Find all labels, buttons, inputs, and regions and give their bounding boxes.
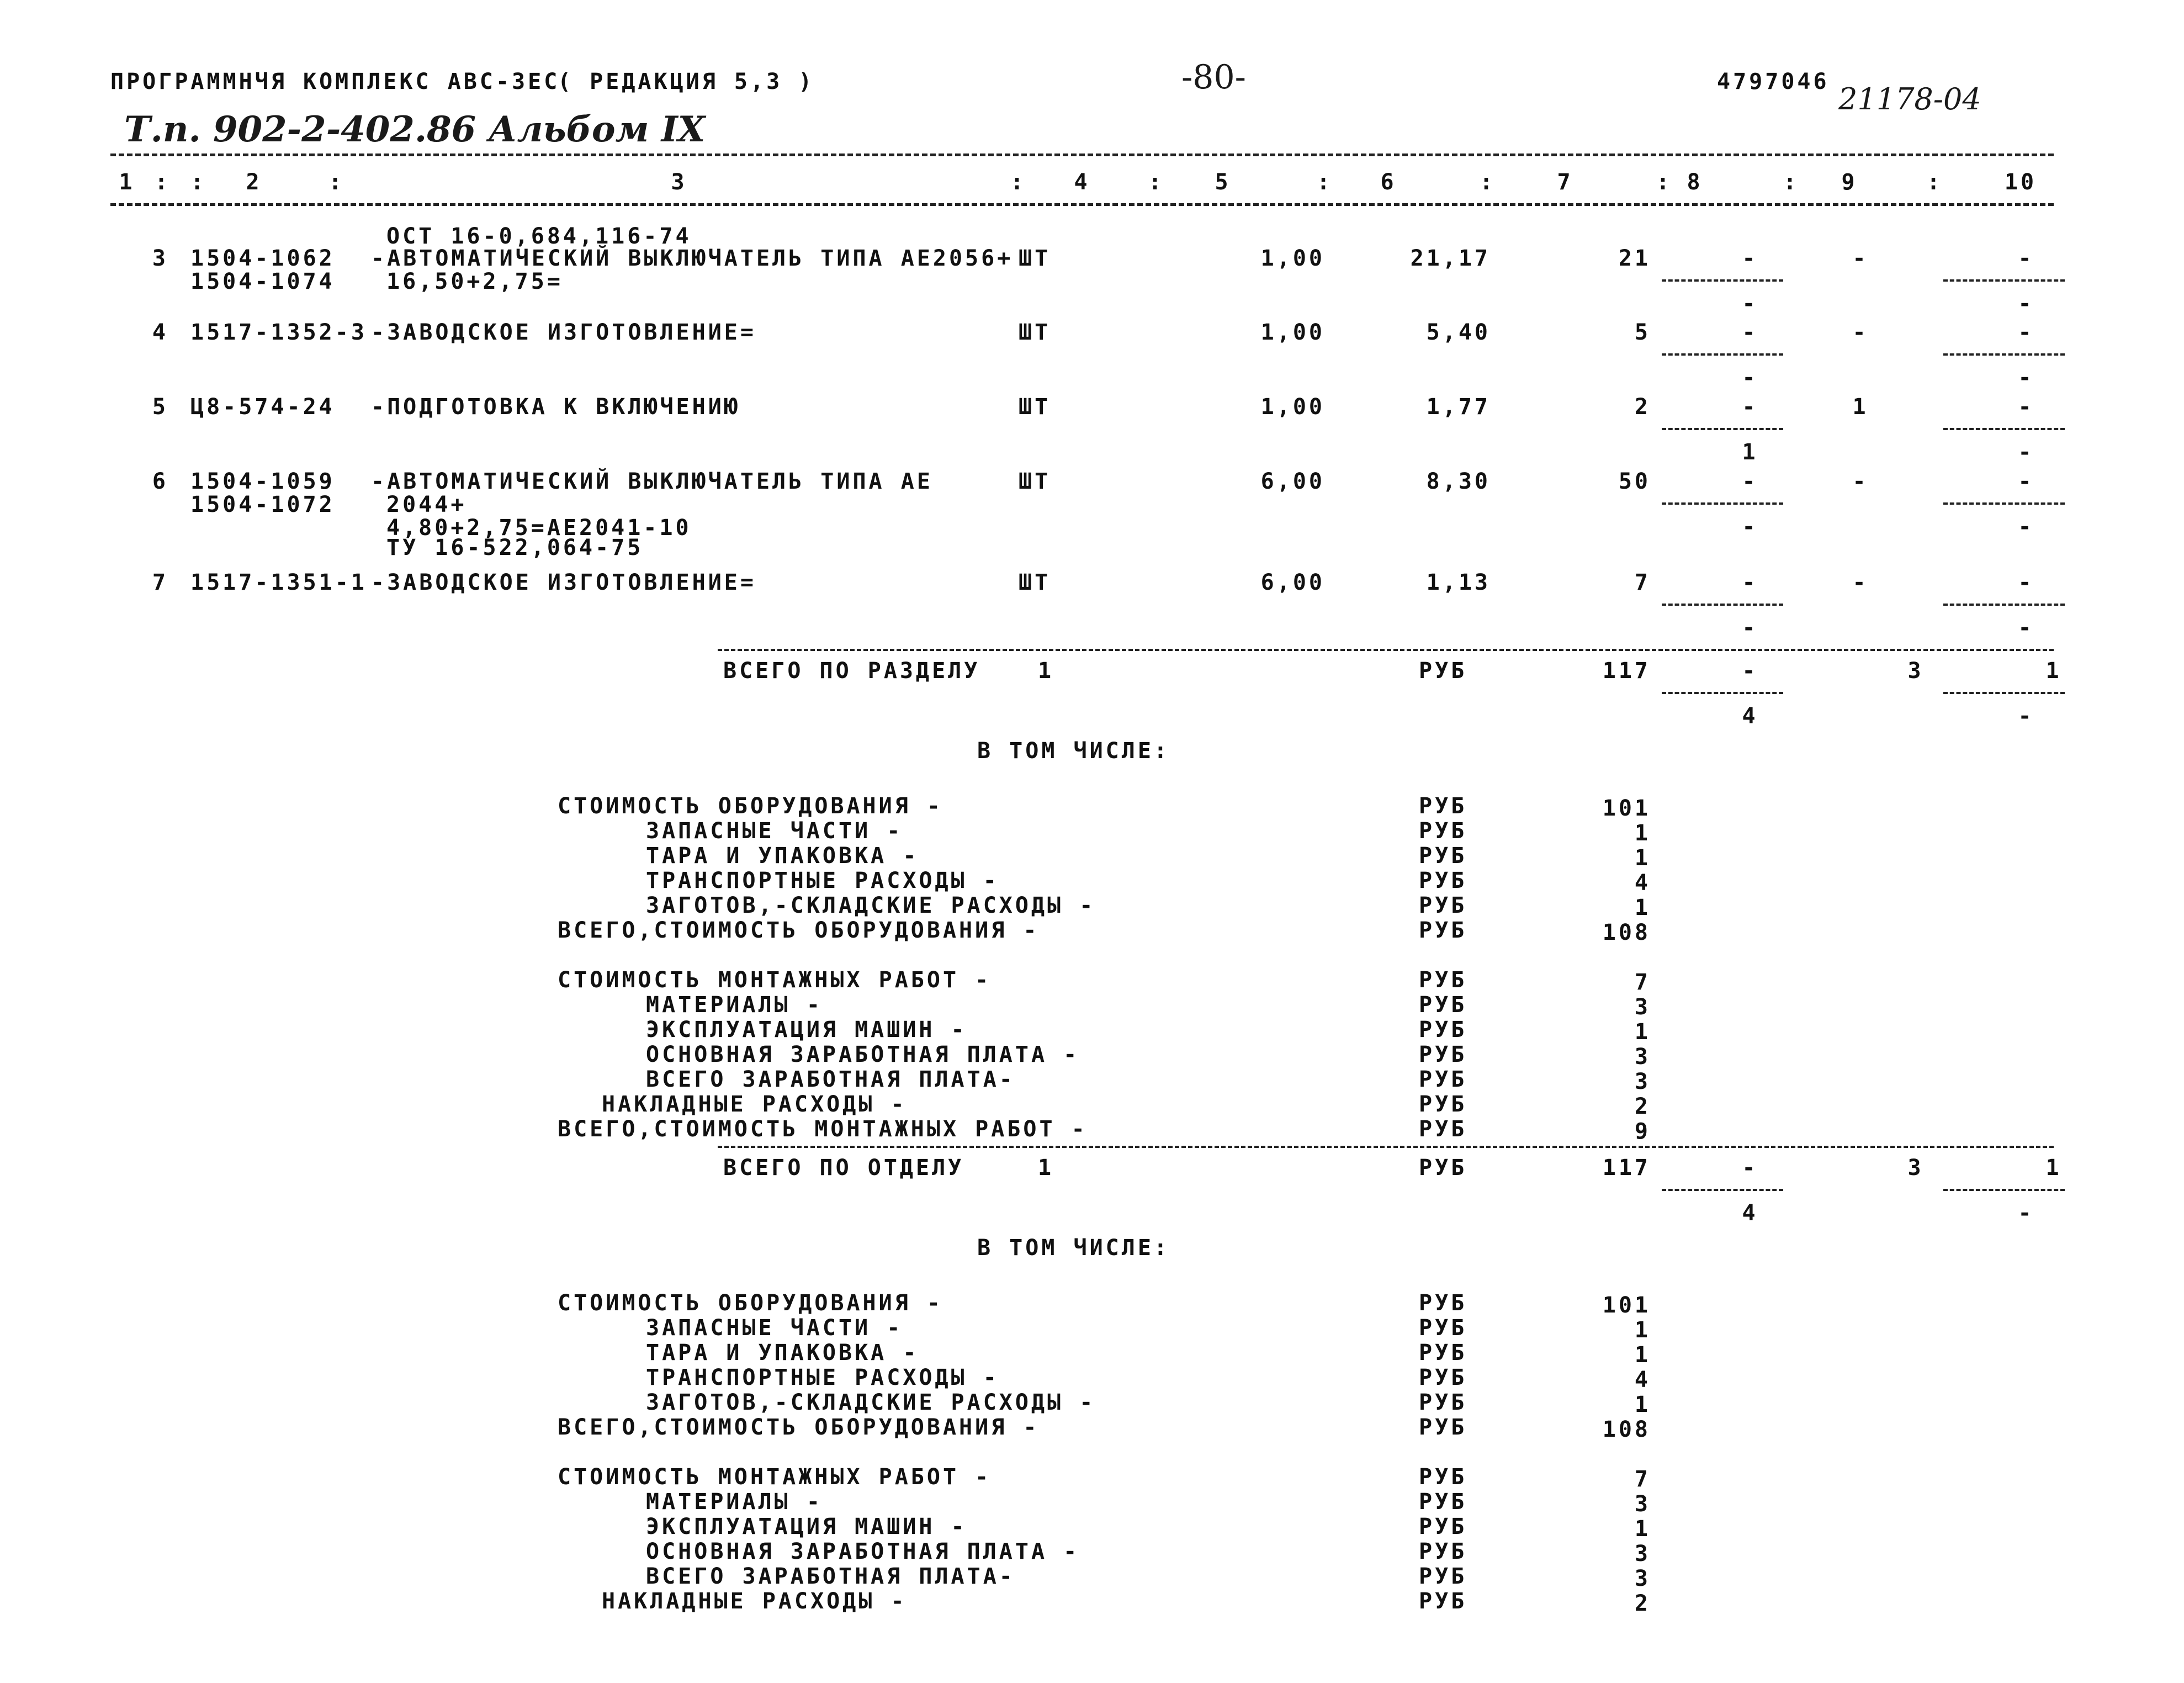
item-code-alt: 1504-1074 — [190, 269, 335, 294]
summary-line-label: ВСЕГО ЗАРАБОТНАЯ ПЛАТА- — [646, 1067, 1015, 1092]
summary-line-unit: РУБ — [1419, 1415, 1467, 1440]
item-description: -ПОДГОТОВКА К ВКЛЮЧЕНИЮ — [371, 394, 740, 420]
row-number: 3 — [152, 246, 168, 271]
item-description-line2: 2044+ — [386, 492, 467, 517]
column-separator: : — [1927, 170, 1943, 195]
summary-line-unit: РУБ — [1419, 1514, 1467, 1539]
section-sum: 117 — [1602, 1155, 1651, 1181]
summary-line-label: НАКЛАДНЫЕ РАСХОДЫ - — [602, 1092, 907, 1117]
section-total-label: ВСЕГО ПО ОТДЕЛУ — [723, 1155, 964, 1181]
summary-line-label: ТАРА И УПАКОВКА - — [646, 843, 919, 869]
col10-bottom: - — [2018, 514, 2034, 539]
handwritten-code: 21178-04 — [1838, 82, 1981, 117]
section-col10-bottom: - — [2018, 703, 2034, 729]
col10-divider — [1943, 428, 2065, 430]
section-col8-divider — [1662, 1189, 1783, 1191]
summary-line-value: 2 — [1634, 1094, 1651, 1119]
summary-line-label: СТОИМОСТЬ МОНТАЖНЫХ РАБОТ - — [558, 967, 992, 993]
col10-top: - — [2018, 246, 2034, 271]
summary-line-unit: РУБ — [1419, 918, 1467, 943]
unit-price: 5,40 — [1426, 320, 1491, 345]
quantity: 1,00 — [1260, 394, 1325, 420]
summary-line-value: 4 — [1634, 1367, 1651, 1393]
item-description-line4: ТУ 16-522,064-75 — [386, 535, 644, 560]
column-header-5: 5 — [1215, 170, 1231, 195]
unit: ШТ — [1019, 394, 1051, 420]
total: 21 — [1618, 246, 1651, 271]
summary-line-unit: РУБ — [1419, 967, 1467, 993]
col8-bottom: - — [1742, 365, 1758, 390]
col10-divider — [1943, 279, 2065, 282]
section-col10-bottom: - — [2018, 1200, 2034, 1226]
summary-line-value: 1 — [1634, 1342, 1651, 1368]
summary-line-unit: РУБ — [1419, 1390, 1467, 1415]
unit-price: 1,13 — [1426, 570, 1491, 595]
summary-line-value: 1 — [1634, 1516, 1651, 1542]
section-rule — [718, 1146, 2054, 1148]
column-separator: : — [1656, 170, 1673, 195]
quantity: 6,00 — [1260, 570, 1325, 595]
section-col8-bottom: 4 — [1742, 703, 1758, 729]
summary-line-unit: РУБ — [1419, 992, 1467, 1018]
summary-line-label: ЭКСПЛУАТАЦИЯ МАШИН - — [646, 1017, 967, 1042]
section-count: 1 — [1038, 1155, 1054, 1181]
summary-line-value: 7 — [1634, 970, 1651, 995]
total: 7 — [1634, 570, 1651, 595]
summary-line-unit: РУБ — [1419, 1564, 1467, 1589]
summary-line-unit: РУБ — [1419, 1116, 1467, 1142]
col9: - — [1852, 320, 1869, 345]
summary-line-unit: РУБ — [1419, 1365, 1467, 1390]
col8-top: - — [1742, 246, 1758, 271]
col8-top: - — [1742, 320, 1758, 345]
quantity: 1,00 — [1260, 320, 1325, 345]
item-code: Ц8-574-24 — [190, 394, 335, 420]
summary-line-value: 1 — [1634, 845, 1651, 871]
row-number: 7 — [152, 570, 168, 595]
unit-price: 1,77 — [1426, 394, 1491, 420]
summary-line-label: ВСЕГО,СТОИМОСТЬ МОНТАЖНЫХ РАБОТ - — [558, 1116, 1088, 1142]
column-separator: : — [155, 170, 171, 195]
summary-line-value: 101 — [1602, 1293, 1651, 1318]
total: 2 — [1634, 394, 1651, 420]
including-heading: В ТОМ ЧИСЛЕ: — [977, 738, 1170, 764]
section-col10-top: 1 — [2045, 658, 2062, 684]
summary-line-unit: РУБ — [1419, 1340, 1467, 1366]
summary-line-label: СТОИМОСТЬ ОБОРУДОВАНИЯ - — [558, 1290, 943, 1316]
col10-divider — [1943, 604, 2065, 606]
col10-bottom: - — [2018, 365, 2034, 390]
summary-line-value: 3 — [1634, 1541, 1651, 1566]
column-header-8: 8 — [1687, 170, 1703, 195]
col10-top: - — [2018, 320, 2034, 345]
total: 5 — [1634, 320, 1651, 345]
section-col10-divider — [1943, 1189, 2065, 1191]
row-number: 6 — [152, 469, 168, 494]
column-separator: : — [1010, 170, 1027, 195]
row-number: 5 — [152, 394, 168, 420]
column-header-4: 4 — [1074, 170, 1090, 195]
item-description: -АВТОМАТИЧЕСКИЙ ВЫКЛЮЧАТЕЛЬ ТИПА АЕ2056+ — [371, 246, 1014, 271]
quantity: 1,00 — [1260, 246, 1325, 271]
column-header-9: 9 — [1841, 170, 1858, 195]
section-col8-divider — [1662, 692, 1783, 694]
row-number: 4 — [152, 320, 168, 345]
col10-divider — [1943, 502, 2065, 505]
summary-line-unit: РУБ — [1419, 868, 1467, 893]
summary-line-unit: РУБ — [1419, 1489, 1467, 1515]
section-unit: РУБ — [1419, 1155, 1467, 1181]
column-header-3: 3 — [671, 170, 687, 195]
col9: 1 — [1852, 394, 1869, 420]
including-heading: В ТОМ ЧИСЛЕ: — [977, 1235, 1170, 1261]
col10-top: - — [2018, 570, 2034, 595]
section-col8-bottom: 4 — [1742, 1200, 1758, 1226]
summary-line-unit: РУБ — [1419, 1589, 1467, 1614]
column-header-10: 10 — [2004, 170, 2037, 195]
item-description: -ЗАВОДСКОЕ ИЗГОТОВЛЕНИЕ= — [371, 570, 756, 595]
col10-top: - — [2018, 394, 2034, 420]
col9: - — [1852, 469, 1869, 494]
col8-top: - — [1742, 469, 1758, 494]
header-top-rule — [110, 154, 2054, 156]
summary-line-unit: РУБ — [1419, 1042, 1467, 1067]
summary-line-unit: РУБ — [1419, 1017, 1467, 1042]
unit: ШТ — [1019, 320, 1051, 345]
summary-line-value: 101 — [1602, 796, 1651, 821]
summary-line-unit: РУБ — [1419, 893, 1467, 918]
col8-divider — [1662, 604, 1783, 606]
summary-line-value: 1 — [1634, 1019, 1651, 1045]
summary-line-unit: РУБ — [1419, 1315, 1467, 1341]
item-code: 1517-1351-1 — [190, 570, 367, 595]
quantity: 6,00 — [1260, 469, 1325, 494]
summary-line-value: 1 — [1634, 895, 1651, 920]
summary-line-label: СТОИМОСТЬ МОНТАЖНЫХ РАБОТ - — [558, 1464, 992, 1490]
item-description: -АВТОМАТИЧЕСКИЙ ВЫКЛЮЧАТЕЛЬ ТИПА АЕ — [371, 469, 933, 494]
column-separator: : — [328, 170, 345, 195]
summary-line-unit: РУБ — [1419, 1539, 1467, 1564]
col8-divider — [1662, 428, 1783, 430]
summary-line-unit: РУБ — [1419, 1092, 1467, 1117]
column-separator: : — [1148, 170, 1165, 195]
section-col8-top: - — [1742, 1155, 1758, 1181]
summary-line-value: 108 — [1602, 1417, 1651, 1442]
unit-price: 8,30 — [1426, 469, 1491, 494]
summary-line-label: ЗАГОТОВ,-СКЛАДСКИЕ РАСХОДЫ - — [646, 893, 1096, 918]
column-header-7: 7 — [1557, 170, 1573, 195]
document-code: 4797046 — [1717, 69, 1830, 94]
column-separator: : — [1783, 170, 1800, 195]
summary-line-label: ТРАНСПОРТНЫЕ РАСХОДЫ - — [646, 868, 999, 893]
header-bottom-rule — [110, 203, 2054, 206]
unit: ШТ — [1019, 570, 1051, 595]
section-col10-divider — [1943, 692, 2065, 694]
edition-label: ( РЕДАКЦИЯ 5,3 ) — [558, 69, 815, 94]
item-description-line3: 4,80+2,75=АЕ2041-10 — [386, 515, 692, 541]
summary-line-value: 1 — [1634, 821, 1651, 846]
col8-bottom: 1 — [1742, 440, 1758, 465]
summary-line-label: ЗАПАСНЫЕ ЧАСТИ - — [646, 818, 903, 844]
section-unit: РУБ — [1419, 658, 1467, 684]
item-code: 1504-1059 — [190, 469, 335, 494]
col9: - — [1852, 246, 1869, 271]
column-header-1: 1 — [119, 170, 135, 195]
summary-line-unit: РУБ — [1419, 1290, 1467, 1316]
column-separator: : — [1317, 170, 1333, 195]
section-col10-top: 1 — [2045, 1155, 2062, 1181]
col8-divider — [1662, 353, 1783, 356]
col9: - — [1852, 570, 1869, 595]
summary-line-label: ТАРА И УПАКОВКА - — [646, 1340, 919, 1366]
summary-line-label: ТРАНСПОРТНЫЕ РАСХОДЫ - — [646, 1365, 999, 1390]
section-col9: 3 — [1907, 658, 1924, 684]
section-col9: 3 — [1907, 1155, 1924, 1181]
col8-top: - — [1742, 570, 1758, 595]
summary-line-value: 1 — [1634, 1317, 1651, 1343]
summary-line-label: НАКЛАДНЫЕ РАСХОДЫ - — [602, 1589, 907, 1614]
item-description-line2: 16,50+2,75= — [386, 269, 563, 294]
summary-line-value: 1 — [1634, 1392, 1651, 1417]
summary-line-unit: РУБ — [1419, 818, 1467, 844]
summary-line-value: 4 — [1634, 870, 1651, 896]
summary-line-unit: РУБ — [1419, 1464, 1467, 1490]
col10-divider — [1943, 353, 2065, 356]
unit: ШТ — [1019, 469, 1051, 494]
col8-divider — [1662, 279, 1783, 282]
summary-line-unit: РУБ — [1419, 1067, 1467, 1092]
col8-bottom: - — [1742, 615, 1758, 641]
section-count: 1 — [1038, 658, 1054, 684]
summary-line-value: 3 — [1634, 1044, 1651, 1070]
column-separator: : — [190, 170, 207, 195]
total: 50 — [1618, 469, 1651, 494]
summary-line-label: ВСЕГО,СТОИМОСТЬ ОБОРУДОВАНИЯ - — [558, 918, 1040, 943]
column-header-2: 2 — [246, 170, 262, 195]
summary-line-label: ВСЕГО ЗАРАБОТНАЯ ПЛАТА- — [646, 1564, 1015, 1589]
summary-line-value: 3 — [1634, 1566, 1651, 1591]
page-number: -80- — [1181, 58, 1246, 97]
unit-price: 21,17 — [1410, 246, 1491, 271]
col10-bottom: - — [2018, 615, 2034, 641]
column-header-6: 6 — [1380, 170, 1397, 195]
summary-line-value: 3 — [1634, 994, 1651, 1020]
program-title: ПРОГРАММНЧЯ КОМПЛЕКС АВС-ЗЕС — [110, 69, 560, 94]
col8-top: - — [1742, 394, 1758, 420]
summary-line-value: 2 — [1634, 1591, 1651, 1616]
summary-line-label: МАТЕРИАЛЫ - — [646, 992, 823, 1018]
summary-line-label: ЭКСПЛУАТАЦИЯ МАШИН - — [646, 1514, 967, 1539]
summary-line-label: СТОИМОСТЬ ОБОРУДОВАНИЯ - — [558, 793, 943, 819]
section-col8-top: - — [1742, 658, 1758, 684]
summary-line-label: МАТЕРИАЛЫ - — [646, 1489, 823, 1515]
item-description: -ЗАВОДСКОЕ ИЗГОТОВЛЕНИЕ= — [371, 320, 756, 345]
item-code: 1504-1062 — [190, 246, 335, 271]
section-rule — [718, 649, 2054, 651]
summary-line-label: ЗАГОТОВ,-СКЛАДСКИЕ РАСХОДЫ - — [646, 1390, 1096, 1415]
summary-line-label: ВСЕГО,СТОИМОСТЬ ОБОРУДОВАНИЯ - — [558, 1415, 1040, 1440]
col10-bottom: - — [2018, 440, 2034, 465]
section-sum: 117 — [1602, 658, 1651, 684]
summary-line-unit: РУБ — [1419, 843, 1467, 869]
summary-line-value: 3 — [1634, 1491, 1651, 1517]
summary-line-value: 108 — [1602, 920, 1651, 945]
col8-bottom: - — [1742, 514, 1758, 539]
col10-bottom: - — [2018, 291, 2034, 316]
summary-line-value: 9 — [1634, 1119, 1651, 1144]
col8-bottom: - — [1742, 291, 1758, 316]
summary-line-value: 7 — [1634, 1467, 1651, 1492]
summary-line-label: ЗАПАСНЫЕ ЧАСТИ - — [646, 1315, 903, 1341]
summary-line-unit: РУБ — [1419, 793, 1467, 819]
summary-line-label: ОСНОВНАЯ ЗАРАБОТНАЯ ПЛАТА - — [646, 1042, 1080, 1067]
col10-top: - — [2018, 469, 2034, 494]
col8-divider — [1662, 502, 1783, 505]
summary-line-value: 3 — [1634, 1069, 1651, 1094]
album-reference: Т.п. 902-2-402.86 Альбом IX — [124, 109, 706, 150]
column-separator: : — [1480, 170, 1496, 195]
item-code-alt: 1504-1072 — [190, 492, 335, 517]
item-code: 1517-1352-3 — [190, 320, 367, 345]
summary-line-label: ОСНОВНАЯ ЗАРАБОТНАЯ ПЛАТА - — [646, 1539, 1080, 1564]
section-total-label: ВСЕГО ПО РАЗДЕЛУ — [723, 658, 980, 684]
unit: ШТ — [1019, 246, 1051, 271]
standard-ref: ОСТ 16-0,684,116-74 — [386, 224, 692, 249]
